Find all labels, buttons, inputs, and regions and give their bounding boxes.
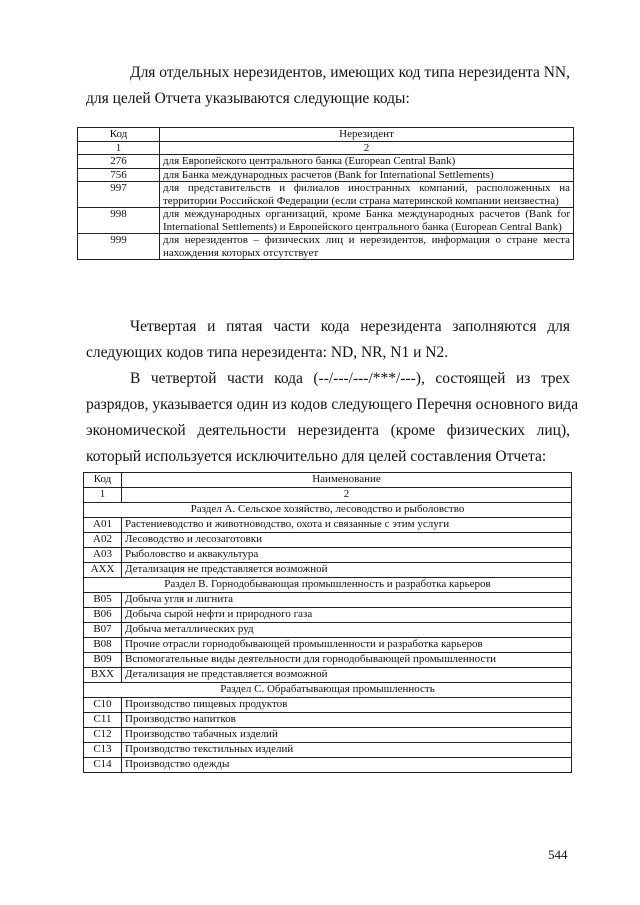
row-description: Производство пищевых продуктов	[122, 698, 572, 713]
row-description: Производство напитков	[122, 713, 572, 728]
row-description: Производство табачных изделий	[122, 728, 572, 743]
text-line: Для отдельных нерезидентов, имеющих код типа нерезидента NN,	[130, 64, 570, 81]
row-code: C12	[84, 728, 122, 743]
column-number: 1	[84, 488, 122, 503]
table-row	[78, 234, 574, 260]
column-number: 2	[160, 141, 574, 155]
section-row	[84, 683, 572, 698]
section-row	[84, 503, 572, 518]
text-line: который используется исключительно для целей составления Отчета:	[86, 448, 547, 465]
table-row	[84, 728, 572, 743]
table-header-row	[84, 473, 572, 488]
table-row	[84, 668, 572, 683]
table-row	[84, 653, 572, 668]
row-code: 276	[78, 155, 160, 169]
table-row	[84, 698, 572, 713]
table-row	[84, 563, 572, 578]
paragraph-fourth-part	[86, 366, 579, 470]
row-description: Детализация не представляется возможной	[122, 668, 572, 683]
section-heading: Раздел B. Горнодобывающая промышленность и разработка карьеров	[84, 578, 572, 593]
row-code: C11	[84, 713, 122, 728]
nonresident-codes-table	[77, 127, 574, 260]
row-code: A02	[84, 533, 122, 548]
row-code: C14	[84, 758, 122, 773]
section-heading: Раздел С. Обрабатывающая промышленность	[84, 683, 572, 698]
row-description: для международных организаций, кроме Банка международных расчетов (Bank for International Settlements) и Европейского центрального банка (European Central Bank)	[160, 208, 574, 234]
text-line: В четвертой части кода (--/---/---/***/---), состоящей из трех	[130, 370, 570, 387]
row-description: Детализация не представляется возможной	[122, 563, 572, 578]
table-row	[84, 743, 572, 758]
table-row	[78, 208, 574, 234]
table-row	[84, 638, 572, 653]
row-description: Вспомогательные виды деятельности для горнодобывающей промышленности	[122, 653, 572, 668]
row-code: BXX	[84, 668, 122, 683]
table-row	[78, 168, 574, 182]
paragraph-fourth-fifth-parts	[86, 314, 570, 366]
section-heading: Раздел А. Сельское хозяйство, лесоводство и рыболовство	[84, 503, 572, 518]
row-description: Производство одежды	[122, 758, 572, 773]
table-row	[78, 155, 574, 169]
text-line: следующих кодов типа нерезидента: ND, NR, N1 и N2.	[86, 344, 449, 361]
row-description: для Европейского центрального банка (European Central Bank)	[160, 155, 574, 169]
row-code: B09	[84, 653, 122, 668]
table-numbering-row	[84, 488, 572, 503]
text-line: для целей Отчета указываются следующие коды:	[86, 90, 410, 107]
row-code: A01	[84, 518, 122, 533]
text-line: экономической деятельности нерезидента (кроме физических лиц),	[86, 422, 570, 439]
column-header-nonresident: Нерезидент	[160, 128, 574, 142]
row-description: для представительств и филиалов иностранных компаний, расположенных на территории Российской Федерации (если страна материнской компании неизвестна)	[160, 182, 574, 208]
row-description: Добыча металлических руд	[122, 623, 572, 638]
column-number: 2	[122, 488, 572, 503]
table-row	[84, 593, 572, 608]
row-code: 756	[78, 168, 160, 182]
row-description: Добыча угля и лигнита	[122, 593, 572, 608]
table-row	[78, 182, 574, 208]
table-header-row	[78, 128, 574, 142]
column-header-code: Код	[78, 128, 160, 142]
row-description: для Банка международных расчетов (Bank for International Settlements)	[160, 168, 574, 182]
row-code: C13	[84, 743, 122, 758]
intro-paragraph	[86, 60, 570, 112]
row-code: AXX	[84, 563, 122, 578]
table-row	[84, 533, 572, 548]
section-row	[84, 578, 572, 593]
row-description: для нерезидентов – физических лиц и нерезидентов, информация о стране места нахождения которых отсутствует	[160, 234, 574, 260]
row-code: 998	[78, 208, 160, 234]
row-code: B07	[84, 623, 122, 638]
row-description: Производство текстильных изделий	[122, 743, 572, 758]
row-code: B06	[84, 608, 122, 623]
activity-codes-table	[83, 472, 572, 773]
table-row	[84, 623, 572, 638]
text-line: Четвертая и пятая части кода нерезидента заполняются для	[130, 318, 570, 335]
table-row	[84, 713, 572, 728]
page-number: 544	[548, 847, 568, 862]
row-code: A03	[84, 548, 122, 563]
row-code: 999	[78, 234, 160, 260]
row-description: Прочие отрасли горнодобывающей промышленности и разработка карьеров	[122, 638, 572, 653]
table-row	[84, 518, 572, 533]
row-description: Лесоводство и лесозаготовки	[122, 533, 572, 548]
text-line: разрядов, указывается один из кодов следующего Перечня основного вида	[86, 396, 579, 413]
column-number: 1	[78, 141, 160, 155]
column-header-code: Код	[84, 473, 122, 488]
row-description: Добыча сырой нефти и природного газа	[122, 608, 572, 623]
table-row	[84, 548, 572, 563]
table-row	[84, 758, 572, 773]
table-row	[84, 608, 572, 623]
row-code: B08	[84, 638, 122, 653]
row-description: Растениеводство и животноводство, охота и связанные с этим услуги	[122, 518, 572, 533]
table-numbering-row	[78, 141, 574, 155]
row-code: C10	[84, 698, 122, 713]
row-code: B05	[84, 593, 122, 608]
row-code: 997	[78, 182, 160, 208]
column-header-name: Наименование	[122, 473, 572, 488]
row-description: Рыболовство и аквакультура	[122, 548, 572, 563]
